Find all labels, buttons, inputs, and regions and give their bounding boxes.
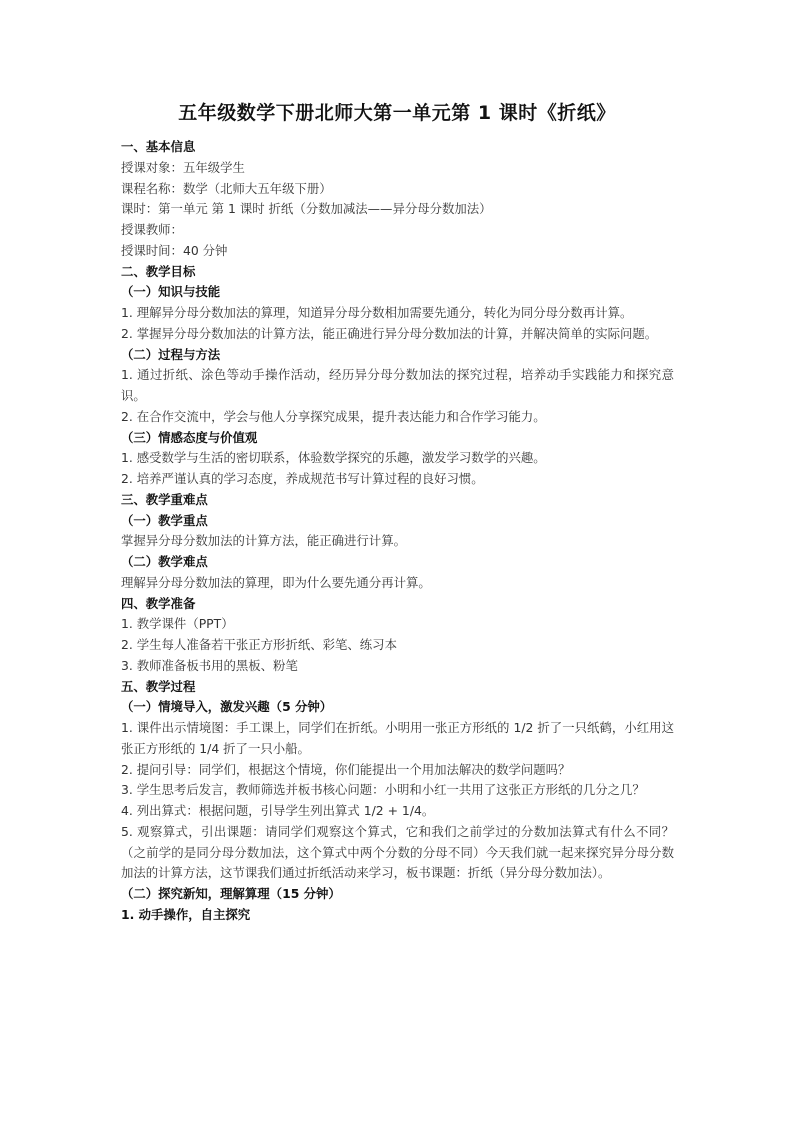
subsection-heading: （一）情境导入，激发兴趣（5 分钟）	[121, 699, 333, 715]
paragraph: 授课时间：40 分钟	[121, 242, 228, 258]
step-heading: 1. 动手操作，自主探究	[121, 906, 251, 922]
subsection-heading: （三）情感态度与价值观	[121, 429, 258, 445]
paragraph: 1. 理解异分母分数加法的算理，知道异分母分数相加需要先通分，转化为同分母分数再计算。	[121, 305, 633, 320]
section-heading: 一、基本信息	[121, 139, 196, 154]
paragraph: 2. 掌握异分母分数加法的计算方法，能正确进行异分母分数加法的计算，并解决简单的实际问题。	[121, 325, 658, 341]
paragraph: 3. 教师准备板书用的黑板、粉笔	[121, 657, 298, 673]
paragraph: 2. 学生每人准备若干张正方形折纸、彩笔、练习本	[121, 637, 397, 652]
paragraph: 2. 在合作交流中，学会与他人分享探究成果，提升表达能力和合作学习能力。	[121, 408, 546, 424]
paragraph: 4. 列出算式：根据问题，引导学生列出算式 1/2 + 1/4。	[121, 803, 435, 818]
subsection-heading: （二）过程与方法	[121, 346, 221, 362]
paragraph: 授课教师：	[121, 222, 183, 237]
section-heading: 五、教学过程	[121, 678, 196, 694]
section-heading: 二、教学目标	[121, 263, 196, 279]
paragraph: 2. 培养严谨认真的学习态度，养成规范书写计算过程的良好习惯。	[121, 471, 484, 486]
paragraph: 5. 观察算式，引出课题：请同学们观察这个算式，它和我们之前学过的分数加法算式有什么不同？（之前学的是同分母分数加法，这个算式中两个分数的分母不同）今天我们就一起来探究异分母分数加法的计算方法，这节课我们通过折纸活动来学习，板书课题：折纸（异分母分数加法）。	[121, 823, 674, 881]
paragraph: 掌握异分母分数加法的计算方法，能正确进行计算。	[121, 533, 406, 549]
document-title: 五年级数学下册北师大第一单元第 1 课时《折纸》	[178, 102, 616, 124]
paragraph: 1. 感受数学与生活的密切联系，体验数学探究的乐趣，激发学习数学的兴趣。	[121, 450, 546, 466]
subsection-heading: （一）知识与技能	[121, 284, 221, 300]
subsection-heading: （一）教学重点	[121, 512, 208, 528]
paragraph: 理解异分母分数加法的算理，即为什么要先通分再计算。	[121, 574, 431, 590]
document-page	[121, 98, 674, 926]
section-heading: 四、教学准备	[121, 595, 196, 611]
subsection-heading: （二）探究新知，理解算理（15 分钟）	[121, 886, 341, 901]
paragraph: 1. 教学课件（PPT）	[121, 616, 234, 632]
paragraph: 课时：第一单元 第 1 课时 折纸（分数加减法——异分母分数加法）	[121, 201, 492, 217]
paragraph: 1. 课件出示情境图：手工课上，同学们在折纸。小明用一张正方形纸的 1/2 折了一只纸鹤，小红用这张正方形纸的 1/4 折了一只小船。	[121, 720, 674, 756]
subsection-heading: （二）教学难点	[121, 554, 208, 569]
paragraph: 授课对象：五年级学生	[121, 159, 245, 175]
paragraph: 课程名称：数学（北师大五年级下册）	[121, 180, 332, 196]
section-heading: 三、教学重难点	[121, 491, 208, 507]
document-body	[121, 137, 674, 926]
paragraph: 3. 学生思考后发言，教师筛选并板书核心问题：小明和小红一共用了这张正方形纸的几分之几？	[121, 782, 645, 798]
paragraph: 2. 提问引导：同学们，根据这个情境，你们能提出一个用加法解决的数学问题吗？	[121, 761, 571, 777]
paragraph: 1. 通过折纸、涂色等动手操作活动，经历异分母分数加法的探究过程，培养动手实践能力和探究意识。	[121, 367, 674, 403]
